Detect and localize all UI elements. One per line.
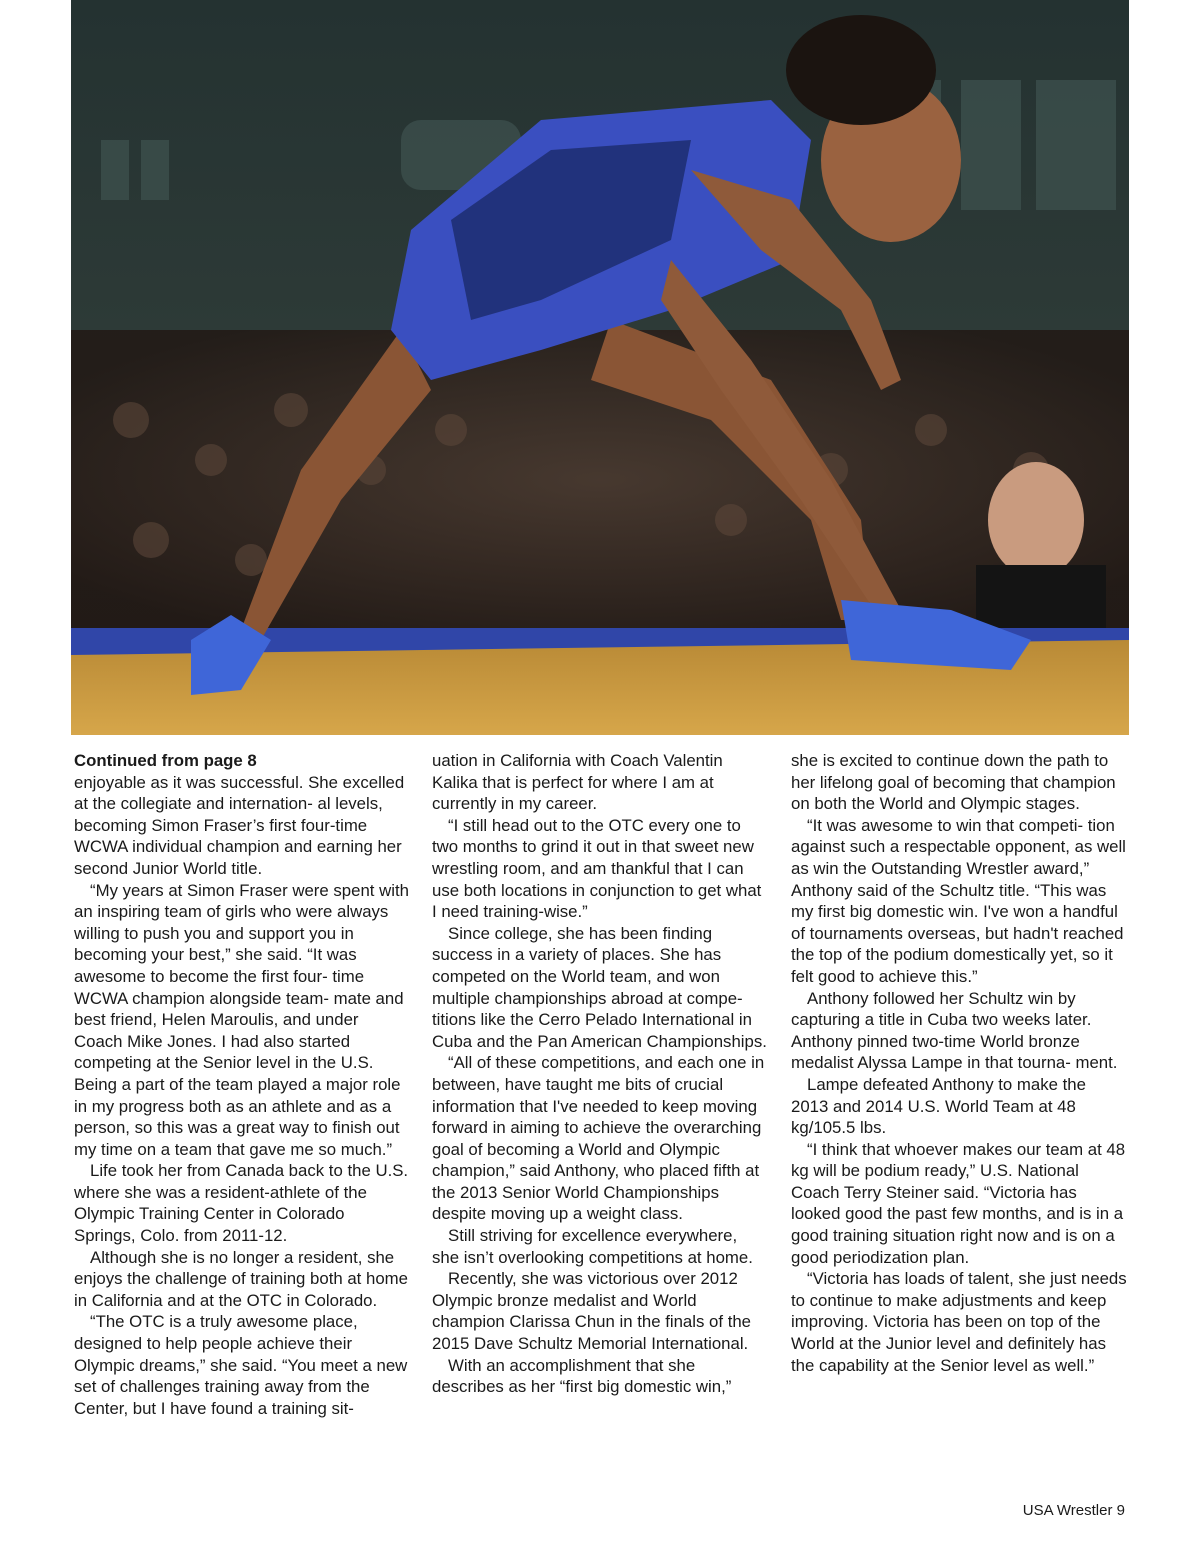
paragraph: Life took her from Canada back to the U.S. where she was a resident-athlete of the Olympic Training Center in Colorado Springs, Colo. from 2011-12. [74, 1161, 409, 1246]
wrestler-photo [71, 0, 1129, 735]
paragraph: “I think that whoever makes our team at 48 kg will be podium ready,” U.S. National Coach Terry Steiner said. “Victoria has looked good the past few months, and is in a good training situation right now and is on a good periodization plan. [791, 1139, 1126, 1267]
article-column-3 [791, 750, 1127, 1376]
article-column-2 [432, 750, 768, 1398]
paragraph: Recently, she was victorious over 2012 Olympic bronze medalist and World champion Clarissa Chun in the finals of the 2015 Dave Schultz Memorial International. [432, 1269, 752, 1354]
wrestler-photo-art [71, 0, 1129, 735]
paragraph: “All of these competitions, and each one in between, have taught me bits of crucial information that I've needed to keep moving forward in aiming to achieve the overarching goal of becoming a World and Olympic champion,” said Anthony, who placed fifth at the 2013 Senior World Championships despite moving up a weight class. [432, 1053, 765, 1224]
paragraph: “My years at Simon Fraser were spent with an inspiring team of girls who were always willing to push you and support you in becoming your best,” she said. “It was awesome to become the first four- time WCWA champion alongside team- mate and best friend, Helen Maroulis, and under Coach Mike Jones. I had also started competing at the Senior level in the U.S. Being a part of the team played a major role in my progress both as an athlete and as a person, so this was a great way to finish out my time on a team that gave me so much.” [74, 880, 409, 1159]
paragraph: enjoyable as it was successful. She excelled at the collegiate and internation- al levels, becoming Simon Fraser’s first four-time WCWA individual champion and earning her second Junior World title. [74, 772, 405, 878]
paragraph: uation in California with Coach Valentin Kalika that is perfect for where I am at currently in my career. [432, 751, 723, 814]
paragraph: Lampe defeated Anthony to make the 2013 and 2014 U.S. World Team at 48 kg/105.5 lbs. [791, 1074, 1086, 1138]
paragraph: “I still head out to the OTC every one to two months to grind it out in that sweet new wrestling room, and am thankful that I can use both locations in conjunction to get what I need training-wise.” [432, 815, 762, 922]
paragraph: “Victoria has loads of talent, she just needs to continue to make adjustments and keep improving. Victoria has been on top of the World at the Junior level and definitely has the capability at the Senior level as well.” [791, 1269, 1127, 1375]
article-column-1 [74, 750, 410, 1419]
paragraph: Anthony followed her Schultz win by capturing a title in Cuba two weeks later. Anthony pinned two-time World bronze medalist Alyssa Lampe in that tourna- ment. [791, 988, 1118, 1073]
paragraph: she is excited to continue down the path to her lifelong goal of becoming that champion on both the World and Olympic stages. [791, 751, 1116, 814]
paragraph: Since college, she has been finding success in a variety of places. She has competed on the World team, and won multiple championships abroad at compe- titions like the Cerro Pelado International in Cuba and the Pan American Championships. [432, 923, 767, 1051]
paragraph: “It was awesome to win that competi- tion against such a respectable opponent, as well as win the Outstanding Wrestler award,” Anthony said of the Schultz title. “This was my first big domestic win. I've won a handful of tournaments overseas, but hadn't reached the top of the podium domestically yet, so it felt good to achieve this.” [791, 815, 1126, 986]
paragraph: With an accomplishment that she describes as her “first big domestic win,” [432, 1355, 732, 1397]
page-folio: USA Wrestler 9 [1022, 1502, 1125, 1519]
paragraph: Although she is no longer a resident, she enjoys the challenge of training both at home in California and at the OTC in Colorado. [74, 1247, 408, 1310]
paragraph: Still striving for excellence everywhere, she isn’t overlooking competitions at home. [432, 1226, 753, 1267]
paragraph: “The OTC is a truly awesome place, designed to help people achieve their Olympic dreams,” she said. “You meet a new set of challenges training away from the Center, but I have found a training sit- [74, 1312, 408, 1418]
continued-from-label: Continued from page 8 [74, 751, 257, 770]
